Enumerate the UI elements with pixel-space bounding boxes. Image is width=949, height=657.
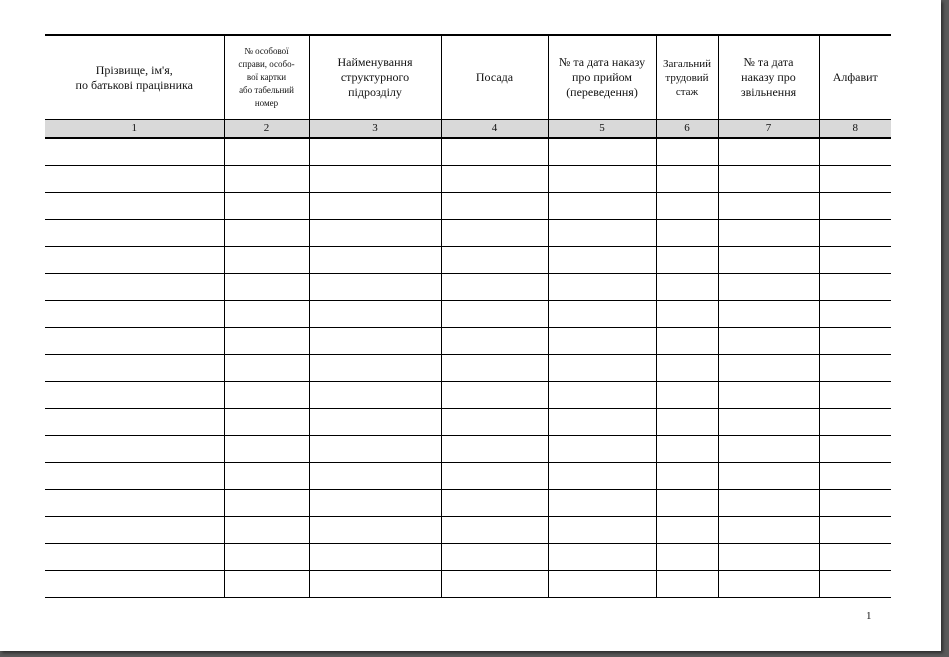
table-row [45,193,891,220]
table-body [45,138,891,598]
table-cell[interactable] [548,193,656,220]
col-number: 7 [718,120,819,139]
col-header-dismissal-order: № та дата наказу про звільнення [718,35,819,120]
table-cell[interactable] [441,436,548,463]
table-cell[interactable] [45,274,224,301]
table-cell[interactable] [441,220,548,247]
table-cell[interactable] [819,328,891,355]
table-cell[interactable] [224,571,309,598]
table-cell[interactable] [441,490,548,517]
table-cell[interactable] [718,193,819,220]
table-cell[interactable] [548,355,656,382]
table-cell[interactable] [718,220,819,247]
table-cell[interactable] [819,193,891,220]
table-cell[interactable] [45,463,224,490]
table-row [45,571,891,598]
table-cell[interactable] [718,544,819,571]
table-cell[interactable] [224,193,309,220]
table-cell[interactable] [718,571,819,598]
table-cell[interactable] [45,409,224,436]
table-cell[interactable] [548,138,656,166]
table-row [45,382,891,409]
table-cell[interactable] [309,301,441,328]
table-cell[interactable] [718,409,819,436]
table-row [45,301,891,328]
col-header-personal-file-number: № особової справи, особо- вої картки або табельний номер [224,35,309,120]
table-cell[interactable] [224,355,309,382]
table-cell[interactable] [309,436,441,463]
table-cell[interactable] [656,328,718,355]
table-cell[interactable] [656,544,718,571]
table-row [45,436,891,463]
col-number: 1 [45,120,224,139]
table-cell[interactable] [718,138,819,166]
table-row [45,138,891,166]
table-row [45,166,891,193]
table-cell[interactable] [656,571,718,598]
table-cell[interactable] [656,490,718,517]
table-cell[interactable] [441,517,548,544]
table-row [45,544,891,571]
table-cell[interactable] [224,274,309,301]
col-header-department: Найменування структурного підрозділу [309,35,441,120]
table-cell[interactable] [45,166,224,193]
table-cell[interactable] [441,463,548,490]
table-cell[interactable] [548,328,656,355]
table-cell[interactable] [548,517,656,544]
table-cell[interactable] [224,490,309,517]
header-row [45,35,891,120]
table-cell[interactable] [441,166,548,193]
table-cell[interactable] [45,355,224,382]
table-cell[interactable] [819,463,891,490]
table-cell[interactable] [309,355,441,382]
table-cell[interactable] [656,382,718,409]
table-row [45,409,891,436]
table-cell[interactable] [224,463,309,490]
table-cell[interactable] [309,193,441,220]
table-cell[interactable] [718,166,819,193]
table-cell[interactable] [309,247,441,274]
table-cell[interactable] [309,571,441,598]
table-cell[interactable] [718,436,819,463]
table-cell[interactable] [45,193,224,220]
table-cell[interactable] [819,274,891,301]
page-number: 1 [866,610,872,622]
table-cell[interactable] [441,328,548,355]
table-cell[interactable] [656,355,718,382]
table-cell[interactable] [548,247,656,274]
table-cell[interactable] [45,247,224,274]
table-cell[interactable] [819,247,891,274]
table-cell[interactable] [441,382,548,409]
table-row [45,355,891,382]
table-cell[interactable] [718,382,819,409]
table-cell[interactable] [656,193,718,220]
table-cell[interactable] [45,490,224,517]
table-row [45,517,891,544]
table-cell[interactable] [718,301,819,328]
table-cell[interactable] [224,247,309,274]
table-cell[interactable] [309,328,441,355]
table-cell[interactable] [819,571,891,598]
table-cell[interactable] [45,436,224,463]
table-cell[interactable] [548,409,656,436]
col-header-full-name: Прізвище, ім'я, по батькові працівника [45,35,224,120]
table-cell[interactable] [548,490,656,517]
table-cell[interactable] [309,274,441,301]
table-cell[interactable] [224,220,309,247]
table-cell[interactable] [45,517,224,544]
table-cell[interactable] [224,138,309,166]
table-cell[interactable] [309,138,441,166]
col-number: 5 [548,120,656,139]
table-cell[interactable] [548,571,656,598]
table-cell[interactable] [441,301,548,328]
table-cell[interactable] [441,138,548,166]
table-cell[interactable] [45,220,224,247]
table-cell[interactable] [224,328,309,355]
staff-register-table [45,34,891,598]
table-cell[interactable] [656,436,718,463]
table-cell[interactable] [819,138,891,166]
col-header-alphabet: Алфавит [819,35,891,120]
table-row [45,247,891,274]
table-cell[interactable] [441,571,548,598]
table-row [45,328,891,355]
table-cell[interactable] [441,274,548,301]
column-number-row [45,120,891,139]
table-cell[interactable] [819,220,891,247]
table-cell[interactable] [309,220,441,247]
col-header-hiring-order: № та дата наказу про прийом (переведення) [548,35,656,120]
table-cell[interactable] [819,517,891,544]
table-cell[interactable] [656,274,718,301]
table-row [45,274,891,301]
table-cell[interactable] [718,274,819,301]
table-cell[interactable] [819,409,891,436]
table-cell[interactable] [309,544,441,571]
table-cell[interactable] [656,517,718,544]
col-number: 4 [441,120,548,139]
table-cell[interactable] [309,463,441,490]
table-cell[interactable] [548,544,656,571]
table-cell[interactable] [224,409,309,436]
table-cell[interactable] [45,544,224,571]
table-cell[interactable] [718,247,819,274]
table-cell[interactable] [224,544,309,571]
table-cell[interactable] [656,247,718,274]
table-cell[interactable] [309,517,441,544]
table-cell[interactable] [309,166,441,193]
table-row [45,490,891,517]
table-cell[interactable] [45,571,224,598]
table-cell[interactable] [656,301,718,328]
table-cell[interactable] [309,382,441,409]
table-cell[interactable] [224,301,309,328]
table-cell[interactable] [441,409,548,436]
table-cell[interactable] [819,436,891,463]
table-cell[interactable] [548,301,656,328]
table-cell[interactable] [656,409,718,436]
table-cell[interactable] [441,193,548,220]
table-cell[interactable] [548,436,656,463]
table-cell[interactable] [548,220,656,247]
table-cell[interactable] [224,382,309,409]
table-cell[interactable] [656,166,718,193]
table-cell[interactable] [718,355,819,382]
col-header-total-experience: Загальний трудовий стаж [656,35,718,120]
table-cell[interactable] [45,138,224,166]
table-cell[interactable] [45,328,224,355]
table-cell[interactable] [656,138,718,166]
table-cell[interactable] [718,328,819,355]
table-cell[interactable] [309,409,441,436]
table-cell[interactable] [718,517,819,544]
table-cell[interactable] [819,355,891,382]
table-cell[interactable] [656,220,718,247]
col-number: 3 [309,120,441,139]
table-cell[interactable] [224,517,309,544]
table-row [45,463,891,490]
table-cell[interactable] [45,301,224,328]
table-row [45,220,891,247]
col-number: 2 [224,120,309,139]
table-cell[interactable] [309,490,441,517]
col-number: 6 [656,120,718,139]
table-cell[interactable] [548,382,656,409]
col-header-position: Посада [441,35,548,120]
table-cell[interactable] [819,490,891,517]
col-number: 8 [819,120,891,139]
table-cell[interactable] [224,166,309,193]
table-cell[interactable] [45,382,224,409]
table-cell[interactable] [656,463,718,490]
table-cell[interactable] [819,382,891,409]
table-cell[interactable] [819,166,891,193]
table-cell[interactable] [441,355,548,382]
table-cell[interactable] [718,490,819,517]
table-cell[interactable] [548,463,656,490]
table-cell[interactable] [718,463,819,490]
table-cell[interactable] [548,166,656,193]
table-cell[interactable] [548,274,656,301]
table-cell[interactable] [441,544,548,571]
table-cell[interactable] [819,301,891,328]
table-cell[interactable] [819,544,891,571]
table-cell[interactable] [441,247,548,274]
table-cell[interactable] [224,436,309,463]
